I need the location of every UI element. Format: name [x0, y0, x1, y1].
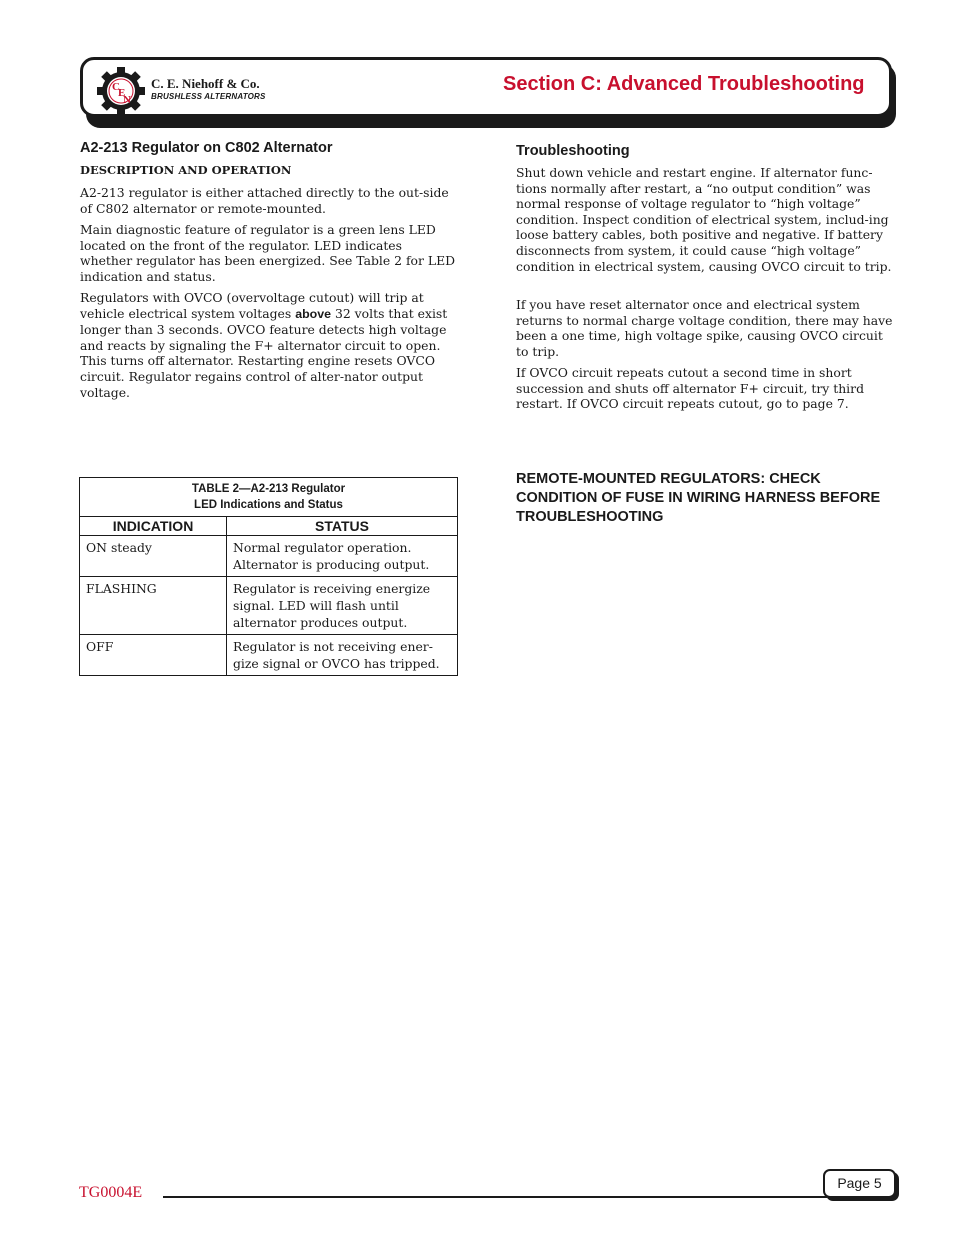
- status-cell: Normal regulator operation. Alternator is producing output.: [227, 536, 458, 577]
- table-caption: [80, 478, 458, 517]
- footer-rule: [163, 1196, 827, 1198]
- status-cell: Regulator is receiving energize signal. LED will flash until alternator produces output.: [227, 577, 458, 635]
- company-logo-icon: [96, 66, 146, 116]
- svg-text:C: C: [112, 81, 120, 93]
- description-paragraph-2: Main diagnostic feature of regulator is a green lens LED located on the front of the regulator. LED indicates whether regulator has been energized. See Table 2 for LED indication and status.: [80, 222, 456, 284]
- section-title: Section C: Advanced Troubleshooting: [503, 73, 865, 95]
- column-header-status: STATUS: [227, 517, 458, 536]
- description-paragraph-3: [80, 290, 458, 400]
- table-caption-line-1: TABLE 2—A2-213 Regulator: [191, 483, 346, 495]
- column-header-indication: INDICATION: [80, 517, 227, 536]
- table-row: [80, 635, 458, 676]
- regulator-heading: A2-213 Regulator on C802 Alternator: [80, 140, 333, 156]
- troubleshooting-paragraph-1: Shut down vehicle and restart engine. If alternator func-tions normally after restart, a “no output condition” was normal response of voltage regulator to “high voltage” condition. Inspect condition of electrical system, includ-ing loose battery cables, both positive and negative. If battery disconnects from system, it could cause “high voltage” condition in electrical system, causing OVCO circuit to trip.: [516, 165, 892, 274]
- p3-bold-above: above: [295, 306, 332, 321]
- troubleshooting-paragraph-3: If OVCO circuit repeats cutout a second time in short succession and shuts off alternator F+ circuit, try third restart. If OVCO circuit repeats cutout, go to page 7.: [516, 365, 864, 412]
- document-code: TG0004E: [79, 1184, 143, 1201]
- indication-cell: ON steady: [80, 536, 227, 577]
- p3-text-after: 32 volts that exist longer than 3 seconds. OVCO feature detects high voltage and reacts by signaling the F+ alternator circuit to open. This turns off alternator. Restarting engine resets OVCO circuit. Regulator regains control of alter-nator output voltage.: [80, 305, 448, 400]
- remote-regulator-notice: REMOTE-MOUNTED REGULATORS: CHECK CONDITION OF FUSE IN WIRING HARNESS BEFORE TROUBLESHOOTING: [516, 471, 881, 525]
- svg-text:N: N: [123, 94, 131, 106]
- description-subheading: DESCRIPTION AND OPERATION: [80, 163, 292, 177]
- troubleshooting-heading: Troubleshooting: [516, 143, 630, 159]
- table-header-row: [80, 517, 458, 536]
- company-tagline: BRUSHLESS ALTERNATORS: [151, 92, 266, 101]
- svg-text:E: E: [118, 87, 126, 99]
- troubleshooting-paragraph-2: If you have reset alternator once and electrical system returns to normal charge voltage condition, there may have been a one time, high voltage spike, causing OVCO circuit to trip.: [516, 297, 893, 359]
- indication-cell: OFF: [80, 635, 227, 676]
- indication-cell: FLASHING: [80, 577, 227, 635]
- page-number-badge: Page 5: [823, 1169, 896, 1198]
- table-caption-line-2: LED Indications and Status: [194, 499, 343, 511]
- table-row: [80, 536, 458, 577]
- p3-text-before: Regulators with OVCO (overvoltage cutout) will trip at vehicle electrical system voltages: [80, 290, 424, 321]
- company-name: C. E. Niehoff & Co.: [151, 76, 260, 91]
- led-status-table: [79, 477, 458, 676]
- table-caption-row: [80, 478, 458, 517]
- description-paragraph-1: A2-213 regulator is either attached directly to the out-side of C802 alternator or remote-mounted.: [80, 185, 449, 216]
- table-row: [80, 577, 458, 635]
- status-cell: Regulator is not receiving ener-gize signal or OVCO has tripped.: [227, 635, 458, 676]
